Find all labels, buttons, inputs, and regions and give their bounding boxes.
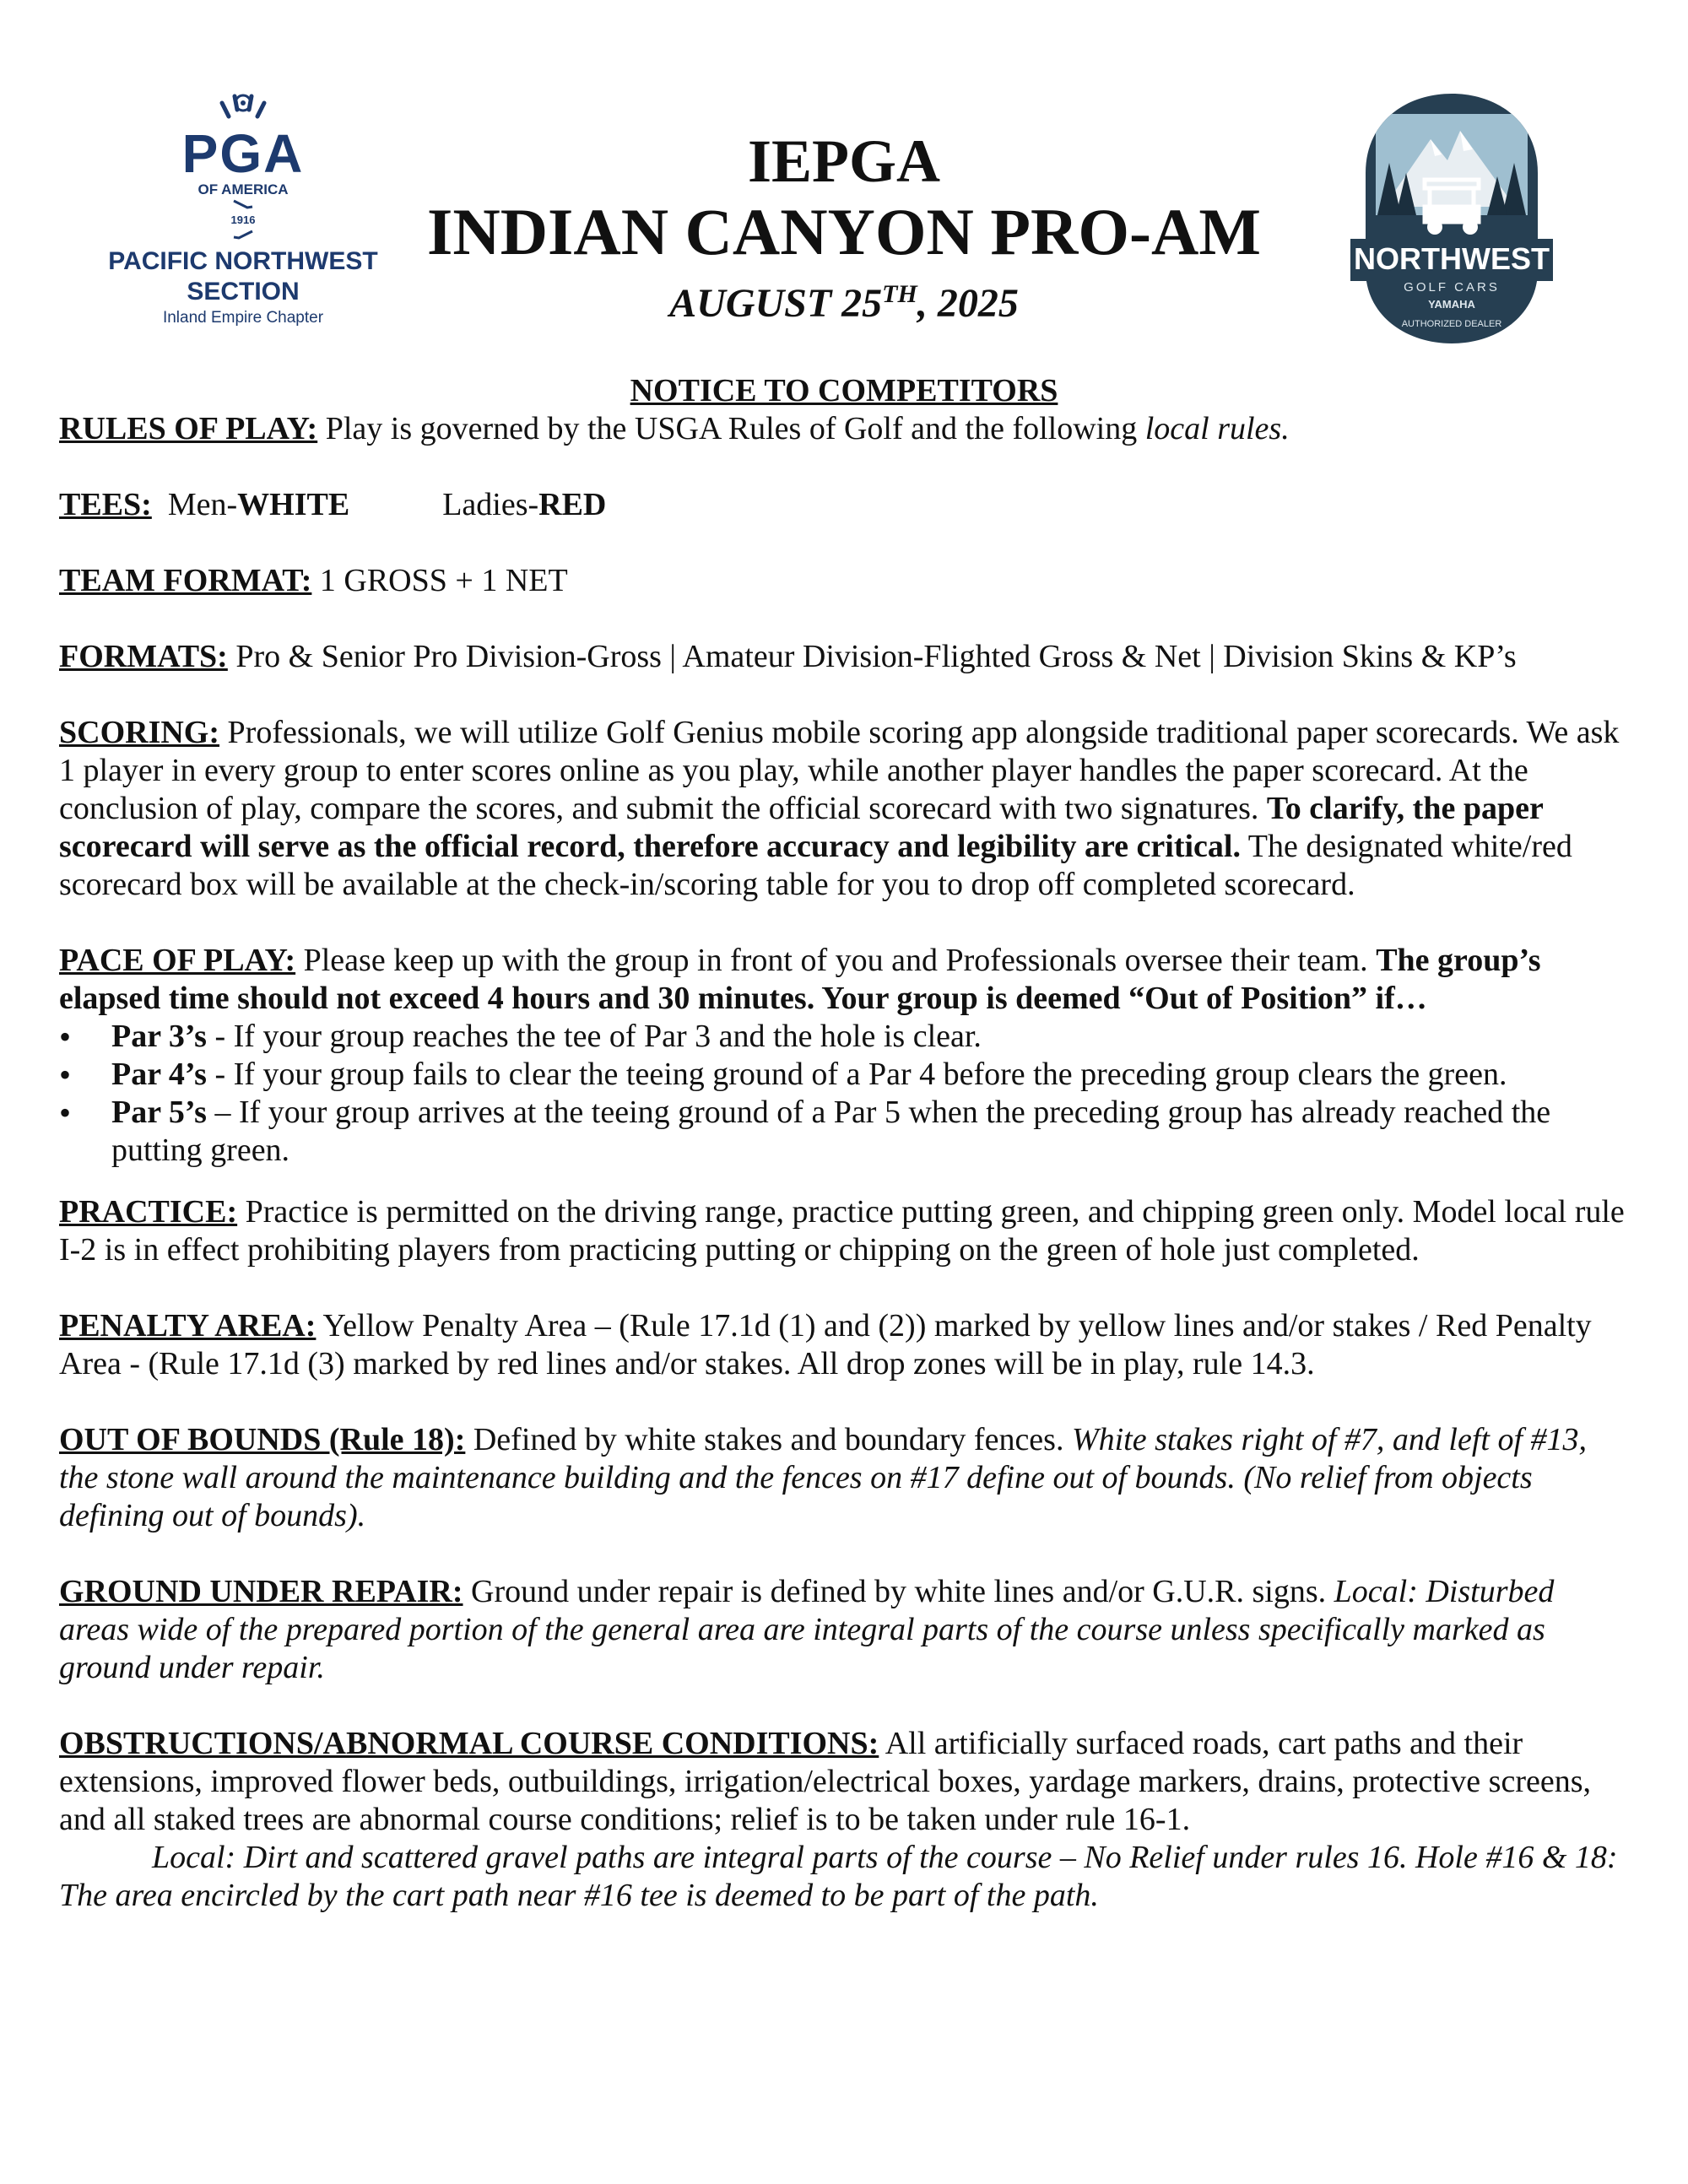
pga-year: 1916 (91, 199, 395, 241)
list-item: • Par 3’s - If your group reaches the tee of Par 3 and the hole is clear. (59, 1018, 1629, 1056)
pga-of-america: OF AMERICA (197, 181, 289, 197)
list-item: • Par 4’s - If your group fails to clear the teeing ground of a Par 4 before the preceding group clears the green. (59, 1056, 1629, 1094)
title-block (405, 127, 1283, 330)
penalty-area: PENALTY AREA: Yellow Penalty Area – (Rule 17.1d (1) and (2)) marked by yellow lines and/or stakes / Red Penalty Area - (Rule 17.1d (3) marked by red lines and/or stakes. All drop zones will be in play, rule 14.3. (59, 1308, 1592, 1381)
formats: FORMATS: Pro & Senior Pro Division-Gross | Amateur Division-Flighted Gross & Net | Division Skins & KP’s (59, 639, 1517, 674)
northwest-golf-cars-logo (1350, 89, 1553, 350)
scoring: SCORING: Professionals, we will utilize Golf Genius mobile scoring app alongside traditional paper scorecards. We ask 1 player in every group to enter scores online as you play, while another player handles the paper scorecard. At the conclusion of play, compare the scores, and submit the official scorecard with two signatures. To clarify, the paper scorecard will serve as the official record, therefore accuracy and legibility are critical. The designated white/red scorecard box will be available at the check-in/scoring table for you to drop off completed scorecard. (59, 715, 1620, 902)
obstructions: OBSTRUCTIONS/ABNORMAL COURSE CONDITIONS: All artificially surfaced roads, cart paths and their extensions, improved flower beds, outbuildings, irrigation/electrical boxes, yardage markers, drains, protective screens, and all staked trees are abnormal course conditions; relief is to be taken under rule 16-1. (59, 1726, 1592, 1837)
practice: PRACTICE: Practice is permitted on the driving range, practice putting green, and chipping green only. Model local rule I-2 is in effect prohibiting players from practicing putting or chipping on the green of hole just completed. (59, 1194, 1625, 1268)
event-title: INDIAN CANYON PRO-AM (427, 195, 1261, 268)
tees: TEES: Men-WHITE Ladies-RED (59, 487, 607, 522)
logo-brand: YAMAHA (1428, 298, 1475, 311)
ground-under-repair: GROUND UNDER REPAIR: Ground under repair is defined by white lines and/or G.U.R. signs. Local: Disturbed areas wide of the prepared portion of the general area are integral parts of the course unless specifically marked as ground under repair. (59, 1574, 1555, 1685)
pga-section-line1: PACIFIC NORTHWEST (108, 247, 378, 275)
logo-sub: GOLF CARS (1404, 280, 1500, 295)
notice-content (59, 410, 1629, 1953)
team-format: TEAM FORMAT: 1 GROSS + 1 NET (59, 563, 568, 598)
pace-list (59, 1018, 1629, 1170)
rules-of-play: RULES OF PLAY: Play is governed by the USGA Rules of Golf and the following local rules. (59, 411, 1290, 446)
logo-dealer: AUTHORIZED DEALER (1401, 319, 1502, 329)
obstructions-local: Local: Dirt and scattered gravel paths are integral parts of the course – No Relief under rules 16. Hole #16 & 18: The area encircled by the cart path near #16 tee is deemed to be part of the path. (59, 1840, 1618, 1913)
list-item: • Par 5’s – If your group arrives at the teeing ground of a Par 5 when the preceding group has already reached the putting green. (59, 1094, 1629, 1170)
event-date: AUGUST 25TH, 2025 (669, 280, 1019, 326)
pga-wordmark: PGA (181, 123, 305, 184)
pga-chapter: Inland Empire Chapter (162, 309, 324, 327)
logo-name: NORTHWEST (1354, 241, 1550, 276)
pga-pnw-logo (91, 91, 395, 327)
pga-section-line2: SECTION (187, 278, 300, 305)
out-of-bounds: OUT OF BOUNDS (Rule 18): Defined by white stakes and boundary fences. White stakes right of #7, and left of #13, the stone wall around the maintenance building and the fences on #17 define out of bounds. (No relief from objects defining out of bounds). (59, 1422, 1588, 1533)
golf-club-right-icon (232, 230, 254, 241)
notice-title: NOTICE TO COMPETITORS (630, 373, 1058, 408)
event-org-title: IEPGA (747, 127, 941, 195)
pace-of-play: PACE OF PLAY: Please keep up with the group in front of you and Professionals oversee their team. The group’s elapsed time should not exceed 4 hours and 30 minutes. Your group is deemed “Out of Position” if… (59, 943, 1541, 1016)
golf-club-left-icon (232, 199, 254, 211)
pga-crest-icon (197, 91, 289, 127)
